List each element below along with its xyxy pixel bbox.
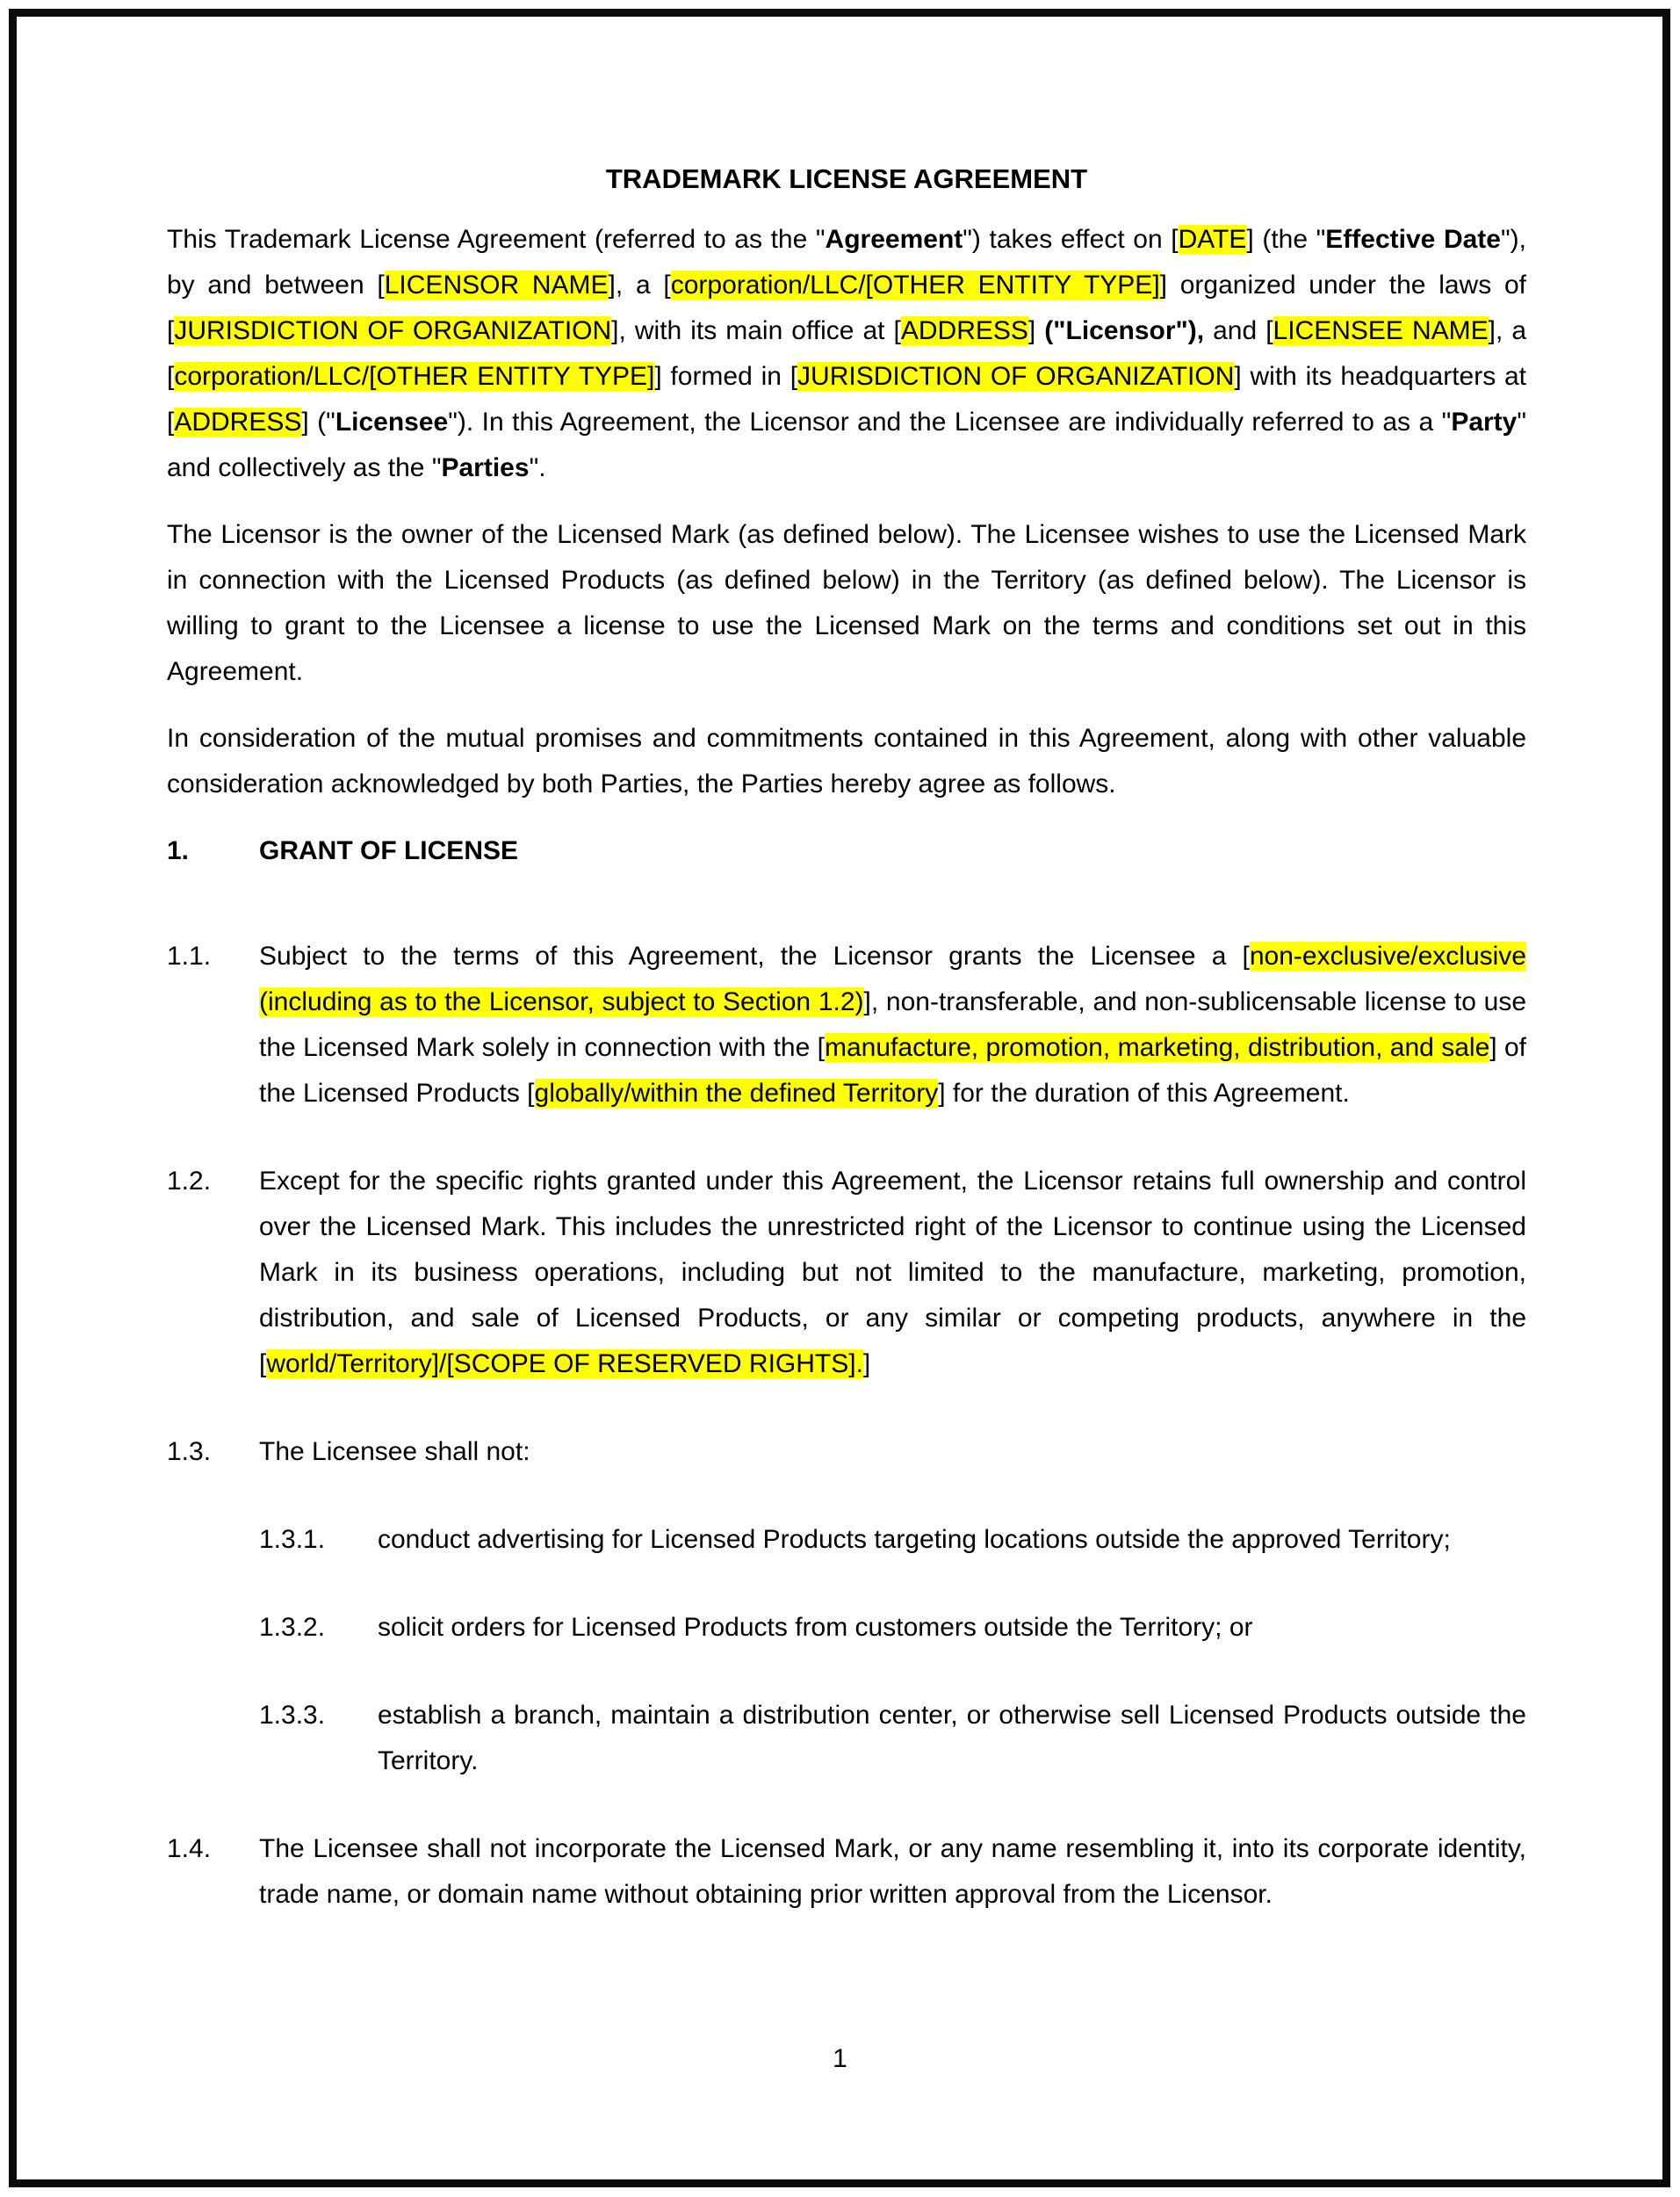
intro-paragraph-3	[167, 716, 1526, 807]
clauses	[167, 934, 1526, 1918]
text-run: ") takes effect on [	[963, 225, 1179, 254]
highlighted-placeholder: globally/within the defined Territory	[534, 1079, 939, 1108]
highlighted-placeholder: LICENSEE NAME	[1273, 316, 1489, 345]
clause-text	[378, 1517, 1526, 1563]
text-run: Effective Date	[1325, 225, 1501, 254]
clause-1-1	[167, 934, 1526, 1117]
text-run: This Trademark License Agreement (referred to as the "	[167, 225, 826, 254]
text-run: The Licensee shall not incorporate the Licensed Mark, or any name resembling it, into its corporate identity, trade name, or domain name without obtaining prior written approval from the Licensor.	[259, 1834, 1526, 1909]
clause-number: 1.3.	[167, 1437, 212, 1466]
text-run: ] (the "	[1246, 225, 1326, 254]
text-run: Parties	[441, 453, 530, 482]
section-heading-grant-of-license	[167, 828, 1526, 874]
document-title: TRADEMARK LICENSE AGREEMENT	[605, 163, 1088, 194]
highlighted-placeholder: non-exclusive/exclusive (including as to the Licensor, subject to Section 1.2)	[259, 942, 1526, 1016]
text-run: and [	[1204, 316, 1273, 345]
highlighted-placeholder: corporation/LLC/[OTHER ENTITY TYPE]	[670, 271, 1160, 300]
text-run: ] organized under the laws of [	[167, 271, 1526, 345]
document-content	[167, 156, 1526, 1960]
text-run: establish a branch, maintain a distribution center, or otherwise sell Licensed Products outside the Territory.	[378, 1701, 1526, 1775]
highlighted-placeholder: world/Territory]/[SCOPE OF RESERVED RIGHTS].	[266, 1349, 863, 1378]
section-title: GRANT OF LICENSE	[259, 836, 519, 865]
clause-text	[378, 1605, 1526, 1651]
text-run: ], a [	[608, 271, 671, 300]
text-run: In consideration of the mutual promises and commitments contained in this Agreement, along with other valuable consideration acknowledged by both Parties, the Parties hereby agree as follows.	[167, 724, 1526, 799]
highlighted-placeholder: corporation/LLC/[OTHER ENTITY TYPE]	[174, 362, 655, 391]
clause-number: 1.3.1.	[259, 1525, 326, 1554]
section-number: 1.	[167, 836, 190, 865]
clause-text	[378, 1693, 1526, 1784]
clause-number: 1.1.	[167, 942, 212, 971]
text-run: Party	[1451, 408, 1518, 437]
clause-1-3-3	[167, 1693, 1526, 1784]
text-run: ]	[1027, 316, 1045, 345]
text-run: ], non-transferable, and non-sublicensable license to use the Licensed Mark solely in connection with the [	[259, 987, 1527, 1062]
text-run: "). In this Agreement, the Licensor and the Licensee are individually referred to as a "	[448, 408, 1452, 437]
text-run: ] formed in [	[654, 362, 798, 391]
intro-paragraph-2	[167, 512, 1526, 695]
text-run: The Licensee shall not:	[259, 1437, 530, 1466]
highlighted-placeholder: JURISDICTION OF ORGANIZATION	[174, 316, 612, 345]
text-run: The Licensor is the owner of the Licensed Mark (as defined below). The Licensee wishes to use the Licensed Mark in connection with the Licensed Products (as defined below) in the Territory (as defined below). The Licensor is willing to grant to the Licensee a license to use the Licensed Mark on the terms and conditions set out in this Agreement.	[167, 520, 1526, 686]
highlighted-placeholder: JURISDICTION OF ORGANIZATION	[797, 362, 1235, 391]
text-run: "), by and between [	[167, 225, 1526, 300]
intro-paragraph-1	[167, 217, 1526, 491]
page-number: 1	[833, 2044, 847, 2073]
text-run: conduct advertising for Licensed Products targeting locations outside the approved Territory;	[378, 1525, 1451, 1554]
highlighted-placeholder: LICENSOR NAME	[384, 271, 609, 300]
clause-1-3-2	[167, 1605, 1526, 1651]
clause-1-3-1	[167, 1517, 1526, 1563]
clause-number: 1.4.	[167, 1834, 212, 1863]
clause-1-2	[167, 1159, 1526, 1387]
text-run: Agreement	[825, 225, 963, 254]
clause-1-4	[167, 1826, 1526, 1918]
text-run: ], with its main office at [	[611, 316, 901, 345]
text-run: Subject to the terms of this Agreement, the Licensor grants the Licensee a [	[259, 942, 1250, 971]
text-run: ] ("	[301, 408, 335, 437]
text-run: ".	[529, 453, 546, 482]
text-run: ("Licensor"),	[1044, 316, 1205, 345]
highlighted-placeholder: ADDRESS	[900, 316, 1028, 345]
text-run: Licensee	[335, 408, 449, 437]
text-run: ], a [	[167, 316, 1527, 391]
highlighted-placeholder: ADDRESS	[174, 408, 302, 437]
highlighted-placeholder: DATE	[1178, 225, 1247, 254]
clause-number: 1.3.3.	[259, 1701, 326, 1730]
clause-number: 1.3.2.	[259, 1613, 326, 1642]
clause-number: 1.2.	[167, 1167, 212, 1196]
clause-text	[259, 1826, 1526, 1918]
text-run: solicit orders for Licensed Products from customers outside the Territory; or	[378, 1613, 1253, 1642]
text-run: ] with its headquarters at [	[167, 362, 1526, 437]
text-run: ] of the Licensed Products [	[259, 1033, 1526, 1108]
text-run: Except for the specific rights granted under this Agreement, the Licensor retains full ownership and control over the Licensed Mark. This includes the unrestricted right of the Licensor to continue using the Licensed Mark in its business operations, including but not limited to the manufacture, marketing, promotion, distribution, and sale of Licensed Products, or any similar or competing products, anywhere in the [	[259, 1167, 1526, 1378]
clause-text	[259, 934, 1526, 1117]
clause-text	[259, 1159, 1526, 1387]
clause-text	[259, 1429, 1526, 1475]
text-run: ]	[862, 1349, 871, 1378]
clause-1-3	[167, 1429, 1526, 1475]
text-run: " and collectively as the "	[167, 408, 1527, 482]
highlighted-placeholder: manufacture, promotion, marketing, distribution, and sale	[825, 1033, 1490, 1062]
text-run: ] for the duration of this Agreement.	[938, 1079, 1350, 1108]
